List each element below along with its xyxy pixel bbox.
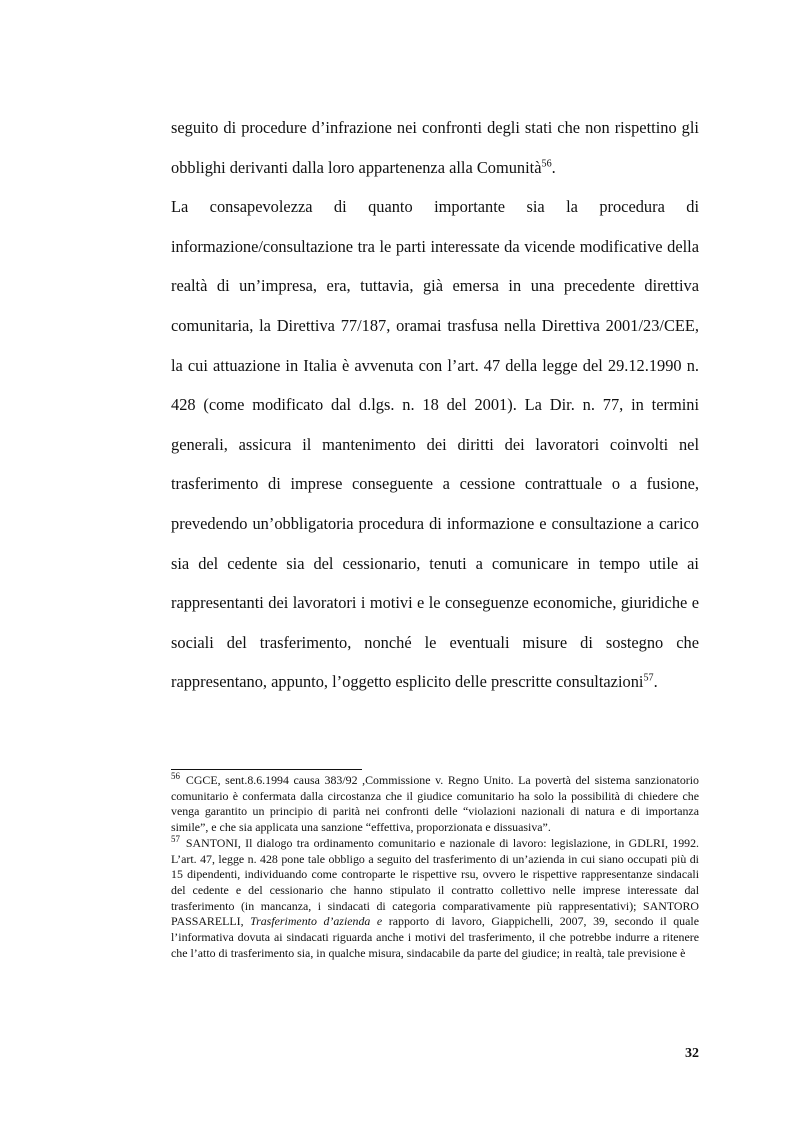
main-text: [171, 108, 699, 702]
page-number: 32: [685, 1046, 699, 1061]
paragraph: [171, 108, 699, 187]
footnote-number: 56: [171, 771, 180, 782]
paragraph-end: .: [653, 672, 658, 692]
footnote: [171, 833, 699, 962]
footnote-number: 57: [171, 833, 180, 844]
footnotes: [171, 773, 699, 961]
footnote-text: CGCE, sent.8.6.1994 causa 383/92 ,Commissione v. Regno Unito. La povertà del sistema sanzionatorio comunitario è confermata dalla circostanza che il giudice comunitario ha solo la possibilità di chiedere che venga garantito un principio di parità nei confronti delle “violazioni nazionali di natura e di importanza simile”, e che sia applicata una sanzione “effettiva, proporzionata e dissuasiva”.: [171, 773, 699, 835]
footnote-text: SANTONI, Il dialogo tra ordinamento comunitario e nazionale di lavoro: legislazione, in GDLRI, 1992. L’art. 47, legge n. 428 pone tale obbligo a seguito del trasferimento di un’azienda in cui siano occupati più di 15 dipendenti, individuando come controparte le rispettive rsu, ovvero le rispettive rappresentanze sindacali del cedente e del cessionario che hanno stipulato il contratto collettivo nelle imprese interessate dal trasferimento (in mancanza, i sindacati di categoria comparativamente più rappresentativi); SANTORO PASSARELLI,: [171, 835, 699, 929]
footnote-separator: [171, 769, 362, 770]
footnote-reference[interactable]: 56: [541, 158, 552, 170]
footnote: [171, 773, 699, 836]
paragraph: [171, 187, 699, 702]
paragraph-end: .: [551, 157, 556, 177]
footnote-italic-title: Trasferimento d’azienda e: [250, 914, 383, 929]
footnote-text: rapporto di lavoro, Giappichelli, 2007, 39, secondo il quale l’informativa dovuta ai sindacati riguarda anche i motivi del trasferimento, il che potrebbe indurre a ritenere che l’atto di trasferimento sia, in qualche misura, sindacabile da parte del giudice; in realtà, tale previsione è: [171, 914, 699, 960]
paragraph-text: La consapevolezza di quanto importante sia la procedura di informazione/consultazione tra le parti interessate da vicende modificative della realtà di un’impresa, era, tuttavia, già emersa in una precedente direttiva comunitaria, la Direttiva 77/187, oramai trasfusa nella Direttiva 2001/23/CEE, la cui attuazione in Italia è avvenuta con l’art. 47 della legge del 29.12.1990 n. 428 (come modificato dal d.lgs. n. 18 del 2001). La Dir. n. 77, in termini generali, assicura il mantenimento dei diritti dei lavoratori coinvolti nel trasferimento di imprese conseguente a cessione contrattuale o a fusione, prevedendo un’obbligatoria procedura di informazione e consultazione a carico sia del cedente sia del cessionario, tenuti a comunicare in tempo utile ai rappresentanti dei lavoratori i motivi e le conseguenze economiche, giuridiche e sociali del trasferimento, nonché le eventuali misure di sostegno che rappresentano, appunto, l’oggetto esplicito delle prescritte consultazioni: [171, 197, 699, 692]
footnote-reference[interactable]: 57: [643, 672, 654, 684]
paragraph-text: seguito di procedure d’infrazione nei confronti degli stati che non rispettino gli obblighi derivanti dalla loro appartenenza alla Comunità: [171, 118, 699, 177]
